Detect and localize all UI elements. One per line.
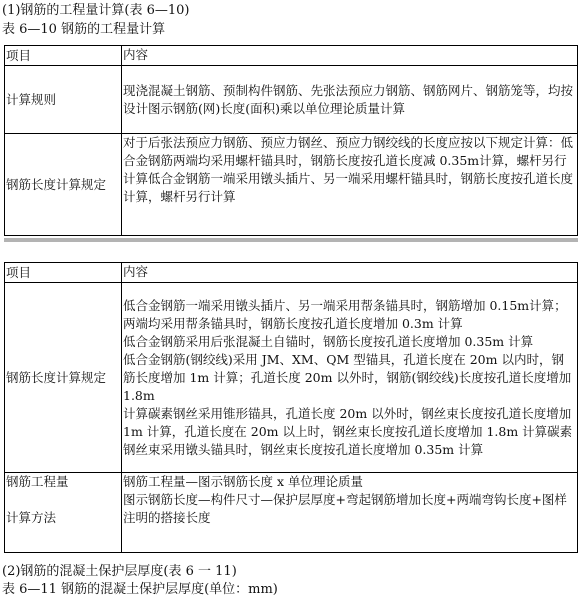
row-item: 计算规则 <box>5 66 122 134</box>
rebar-quantity-table <box>4 45 578 236</box>
content-line: 图示钢筋长度—构件尺寸—保护层厚度+弯起钢筋增加长度+两端弯钩长度+图样注明的搭接长度 <box>123 492 567 525</box>
header-content: 内容 <box>122 263 578 283</box>
content-line: 计算碳素钢丝采用锥形锚具，孔道长度 20m 以外时，钢丝束长度按孔道长度增加 1m 计算，孔道长度在 20m 以上时，钢丝束长度按孔道长度增加 1.8m 计算碳素钢丝束采用镦头锚具时，钢丝束长度按孔道长度增加 0.35m 计算 <box>123 405 573 457</box>
content-line: 低合金钢筋一端采用镦头插片、另一端采用帮条锚具时，钢筋增加 0.15m计算；两端均采用帮条锚具时，钢筋长度按孔道长度增加 0.3m 计算 <box>123 297 567 331</box>
table-row <box>5 283 578 473</box>
section2-heading: (2)钢筋的混凝土保护层厚度(表 6 一 11) <box>2 564 237 579</box>
header-item: 项目 <box>5 46 122 66</box>
row-content: 现浇混凝土钢筋、预制构件钢筋、先张法预应力钢筋、钢筋网片、钢筋笼等，均按设计图示钢筋(网)长度(面积)乘以单位理论质量计算 <box>122 66 578 134</box>
content-line: 钢筋工程量—图示钢筋长度 x 单位理论质量 <box>123 474 363 489</box>
row-content: 对于后张法预应力钢筋、预应力钢丝、预应力钢绞线的长度应按以下规定计算：低合金钢筋两端均采用螺杆锚具时，钢筋长度按孔道长度减 0.35m计算，螺杆另行计算低合金钢筋一端采用镦头插片、另一端采用螺杆锚具时，钢筋长度按孔道长度计算，螺杆另行计算 <box>122 134 578 236</box>
row-item: 钢筋长度计算规定 <box>5 283 122 473</box>
table-row <box>5 473 578 553</box>
table-row <box>5 134 578 236</box>
table-header-row <box>5 263 578 283</box>
table-header-row <box>5 46 578 66</box>
content-line: 低合金钢筋采用后张混凝土自锚时，钢筋长度按孔道长度增加 0.35m 计算 <box>123 333 534 349</box>
table-row <box>5 66 578 134</box>
rebar-length-table-continued <box>4 262 578 553</box>
row-content <box>122 283 578 473</box>
row-content <box>122 473 578 553</box>
content-line: 低合金钢筋(钢绞线)采用 JM、XM、QM 型锚具，孔道长度在 20m 以内时，钢筋长度增加 1m 计算；孔道长度 20m 以外时，钢筋(钢绞线)长度按孔道长度增加 1.8m <box>123 351 572 403</box>
header-item: 项目 <box>5 263 122 283</box>
section1-heading: (1)钢筋的工程量计算(表 6—10) <box>2 3 190 18</box>
page-break-bar <box>4 238 578 242</box>
table3-caption: 表 6—11 钢筋的混凝土保护层厚度(单位：mm) <box>2 582 278 597</box>
table1-caption: 表 6—10 钢筋的工程量计算 <box>2 22 166 37</box>
row-item-line: 钢筋工程量 <box>6 474 69 489</box>
row-item: 钢筋长度计算规定 <box>5 134 122 236</box>
row-item <box>5 473 122 553</box>
header-content: 内容 <box>122 46 578 66</box>
row-item-line: 计算方法 <box>6 510 57 525</box>
